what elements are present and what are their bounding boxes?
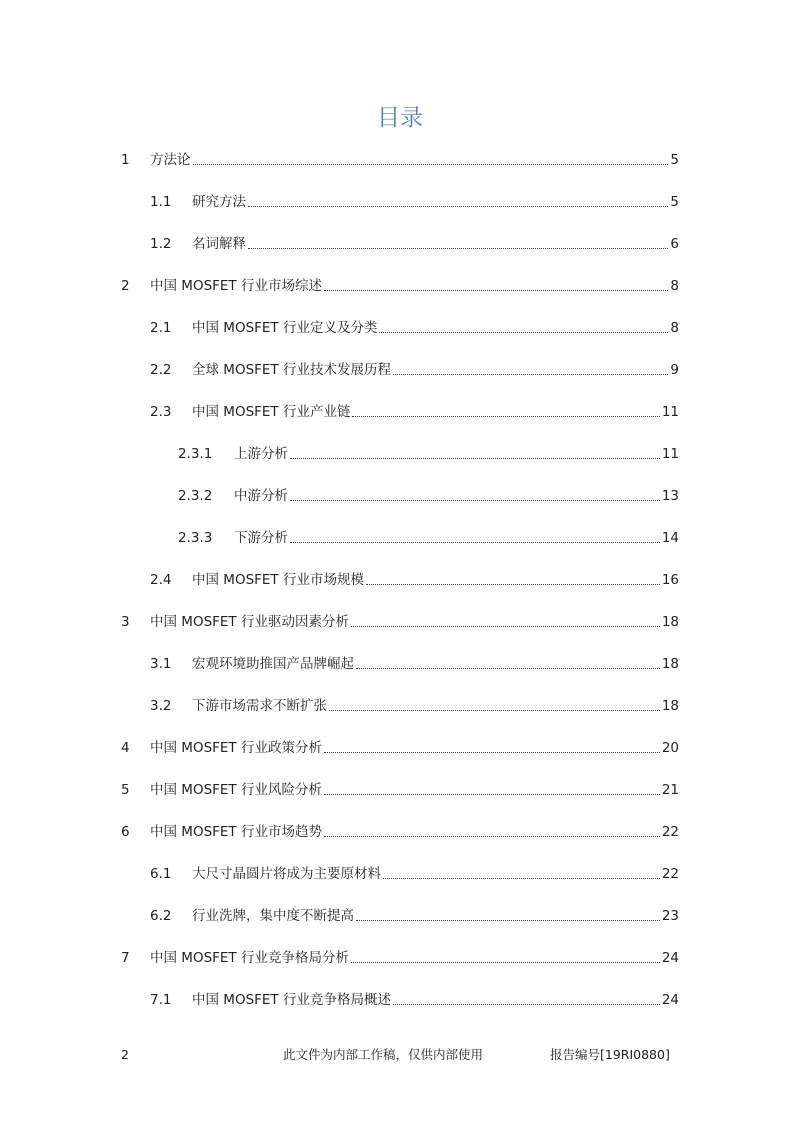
toc-entry-page: 5 bbox=[670, 152, 679, 168]
toc-entry-page: 24 bbox=[661, 992, 679, 1008]
toc-entry[interactable] bbox=[150, 349, 679, 391]
toc-entry-number: 3.1 bbox=[150, 656, 172, 672]
toc-entry-number: 6.1 bbox=[150, 866, 172, 882]
toc-entry[interactable] bbox=[150, 895, 679, 937]
toc-entry-label: 下游分析 bbox=[234, 530, 288, 546]
toc-dot-leader bbox=[324, 751, 660, 753]
toc-entry[interactable] bbox=[121, 265, 679, 307]
toc-dot-leader bbox=[351, 625, 660, 627]
toc-dot-leader bbox=[352, 415, 659, 417]
toc-entry[interactable] bbox=[150, 979, 679, 1021]
toc-entry-number: 2 bbox=[121, 278, 130, 294]
toc-entry-page: 11 bbox=[661, 404, 679, 420]
toc-entry-page: 6 bbox=[670, 236, 679, 252]
toc-entry-label: 中国 MOSFET 行业定义及分类 bbox=[192, 320, 378, 336]
toc-entry-number: 3.2 bbox=[150, 698, 172, 714]
toc-entry-label: 中国 MOSFET 行业市场规模 bbox=[192, 572, 364, 588]
toc-entry-page: 20 bbox=[661, 740, 679, 756]
toc-entry-number: 1.2 bbox=[150, 236, 172, 252]
toc-dot-leader bbox=[248, 205, 668, 207]
toc-entry-page: 18 bbox=[661, 614, 679, 630]
toc-entry-label: 中国 MOSFET 行业政策分析 bbox=[150, 740, 322, 756]
toc-dot-leader bbox=[393, 1003, 660, 1005]
toc-entry-label: 中国 MOSFET 行业驱动因素分析 bbox=[150, 614, 349, 630]
toc-entry[interactable] bbox=[178, 475, 679, 517]
toc-entry-number: 4 bbox=[121, 740, 130, 756]
toc-entry-number: 6 bbox=[121, 824, 130, 840]
toc-entry-page: 24 bbox=[661, 950, 679, 966]
toc-entry-number: 6.2 bbox=[150, 908, 172, 924]
footer-page-number: 2 bbox=[121, 1047, 129, 1062]
toc-entry[interactable] bbox=[150, 223, 679, 265]
toc-dot-leader bbox=[383, 877, 660, 879]
toc-entry-label: 名词解释 bbox=[192, 236, 246, 252]
toc-entry-label: 宏观环境助推国产品牌崛起 bbox=[192, 656, 354, 672]
toc-entry-page: 8 bbox=[670, 278, 679, 294]
toc-entry[interactable] bbox=[121, 937, 679, 979]
toc-entry-label: 行业洗牌，集中度不断提高 bbox=[192, 908, 354, 924]
toc-entry-number: 2.3 bbox=[150, 404, 172, 420]
toc-entry-page: 13 bbox=[661, 488, 679, 504]
footer-report-id: 报告编号[19RI0880] bbox=[550, 1047, 670, 1062]
toc-entry-page: 9 bbox=[670, 362, 679, 378]
toc-dot-leader bbox=[324, 793, 660, 795]
toc-entry[interactable] bbox=[121, 769, 679, 811]
toc-dot-leader bbox=[324, 289, 668, 291]
toc-entry[interactable] bbox=[150, 559, 679, 601]
toc-entry-number: 7 bbox=[121, 950, 130, 966]
toc-entry[interactable] bbox=[150, 685, 679, 727]
toc-dot-leader bbox=[356, 919, 660, 921]
toc-entry[interactable] bbox=[150, 643, 679, 685]
toc-entry-number: 2.1 bbox=[150, 320, 172, 336]
toc-entry-label: 中国 MOSFET 行业产业链 bbox=[192, 404, 351, 420]
toc-entry[interactable] bbox=[121, 601, 679, 643]
toc-entry[interactable] bbox=[178, 433, 679, 475]
toc-entry-label: 方法论 bbox=[150, 152, 191, 168]
toc-entry-number: 2.3.3 bbox=[178, 530, 213, 546]
toc-entry-number: 7.1 bbox=[150, 992, 172, 1008]
toc-entry[interactable] bbox=[178, 517, 679, 559]
toc-entry-number: 3 bbox=[121, 614, 130, 630]
toc-entry[interactable] bbox=[121, 811, 679, 853]
toc-entry-label: 上游分析 bbox=[234, 446, 288, 462]
toc-dot-leader bbox=[379, 331, 668, 333]
toc-entry-number: 2.4 bbox=[150, 572, 172, 588]
toc-entry-label: 大尺寸晶圆片将成为主要原材料 bbox=[192, 866, 381, 882]
toc-entry[interactable] bbox=[150, 307, 679, 349]
toc-dot-leader bbox=[290, 457, 660, 459]
toc-entry-page: 18 bbox=[661, 656, 679, 672]
toc-entry-page: 8 bbox=[670, 320, 679, 336]
page-footer bbox=[121, 1045, 679, 1065]
toc-entry[interactable] bbox=[121, 139, 679, 181]
toc-entry-page: 14 bbox=[661, 530, 679, 546]
footer-confidential-note: 此文件为内部工作稿，仅供内部使用 bbox=[283, 1047, 484, 1062]
toc-dot-leader bbox=[248, 247, 668, 249]
toc-entry-number: 5 bbox=[121, 782, 130, 798]
toc-dot-leader bbox=[393, 373, 668, 375]
toc-entry-label: 中游分析 bbox=[234, 488, 288, 504]
toc-title: 目录 bbox=[377, 105, 423, 131]
toc-dot-leader bbox=[351, 961, 660, 963]
toc-entry-label: 全球 MOSFET 行业技术发展历程 bbox=[192, 362, 391, 378]
toc-entry-page: 22 bbox=[661, 866, 679, 882]
toc-entry-label: 中国 MOSFET 行业竞争格局分析 bbox=[150, 950, 349, 966]
toc-entry-page: 5 bbox=[670, 194, 679, 210]
toc-entry[interactable] bbox=[150, 181, 679, 223]
toc-entry-label: 下游市场需求不断扩张 bbox=[192, 698, 327, 714]
toc-entry[interactable] bbox=[150, 391, 679, 433]
toc-entry-label: 中国 MOSFET 行业风险分析 bbox=[150, 782, 322, 798]
toc-dot-leader bbox=[329, 709, 660, 711]
toc-entry-label: 中国 MOSFET 行业市场趋势 bbox=[150, 824, 322, 840]
toc-entry-label: 中国 MOSFET 行业竞争格局概述 bbox=[192, 992, 391, 1008]
toc-entry-number: 2.3.1 bbox=[178, 446, 213, 462]
toc-dot-leader bbox=[290, 499, 660, 501]
toc-dot-leader bbox=[356, 667, 660, 669]
toc-entry-number: 2.2 bbox=[150, 362, 172, 378]
toc-dot-leader bbox=[290, 541, 660, 543]
toc-dot-leader bbox=[193, 163, 669, 165]
toc-entry-number: 2.3.2 bbox=[178, 488, 213, 504]
toc-entry-page: 11 bbox=[661, 446, 679, 462]
toc-entry-number: 1 bbox=[121, 152, 130, 168]
toc-entry-page: 18 bbox=[661, 698, 679, 714]
toc-entry-page: 16 bbox=[661, 572, 679, 588]
toc-entry[interactable] bbox=[121, 727, 679, 769]
toc-entry-label: 研究方法 bbox=[192, 194, 246, 210]
toc-entry-page: 22 bbox=[661, 824, 679, 840]
toc-entry-page: 23 bbox=[661, 908, 679, 924]
toc-entry-number: 1.1 bbox=[150, 194, 172, 210]
toc-dot-leader bbox=[366, 583, 660, 585]
toc-dot-leader bbox=[324, 835, 660, 837]
toc-entry[interactable] bbox=[150, 853, 679, 895]
toc-entry-page: 21 bbox=[661, 782, 679, 798]
toc-entry-label: 中国 MOSFET 行业市场综述 bbox=[150, 278, 322, 294]
